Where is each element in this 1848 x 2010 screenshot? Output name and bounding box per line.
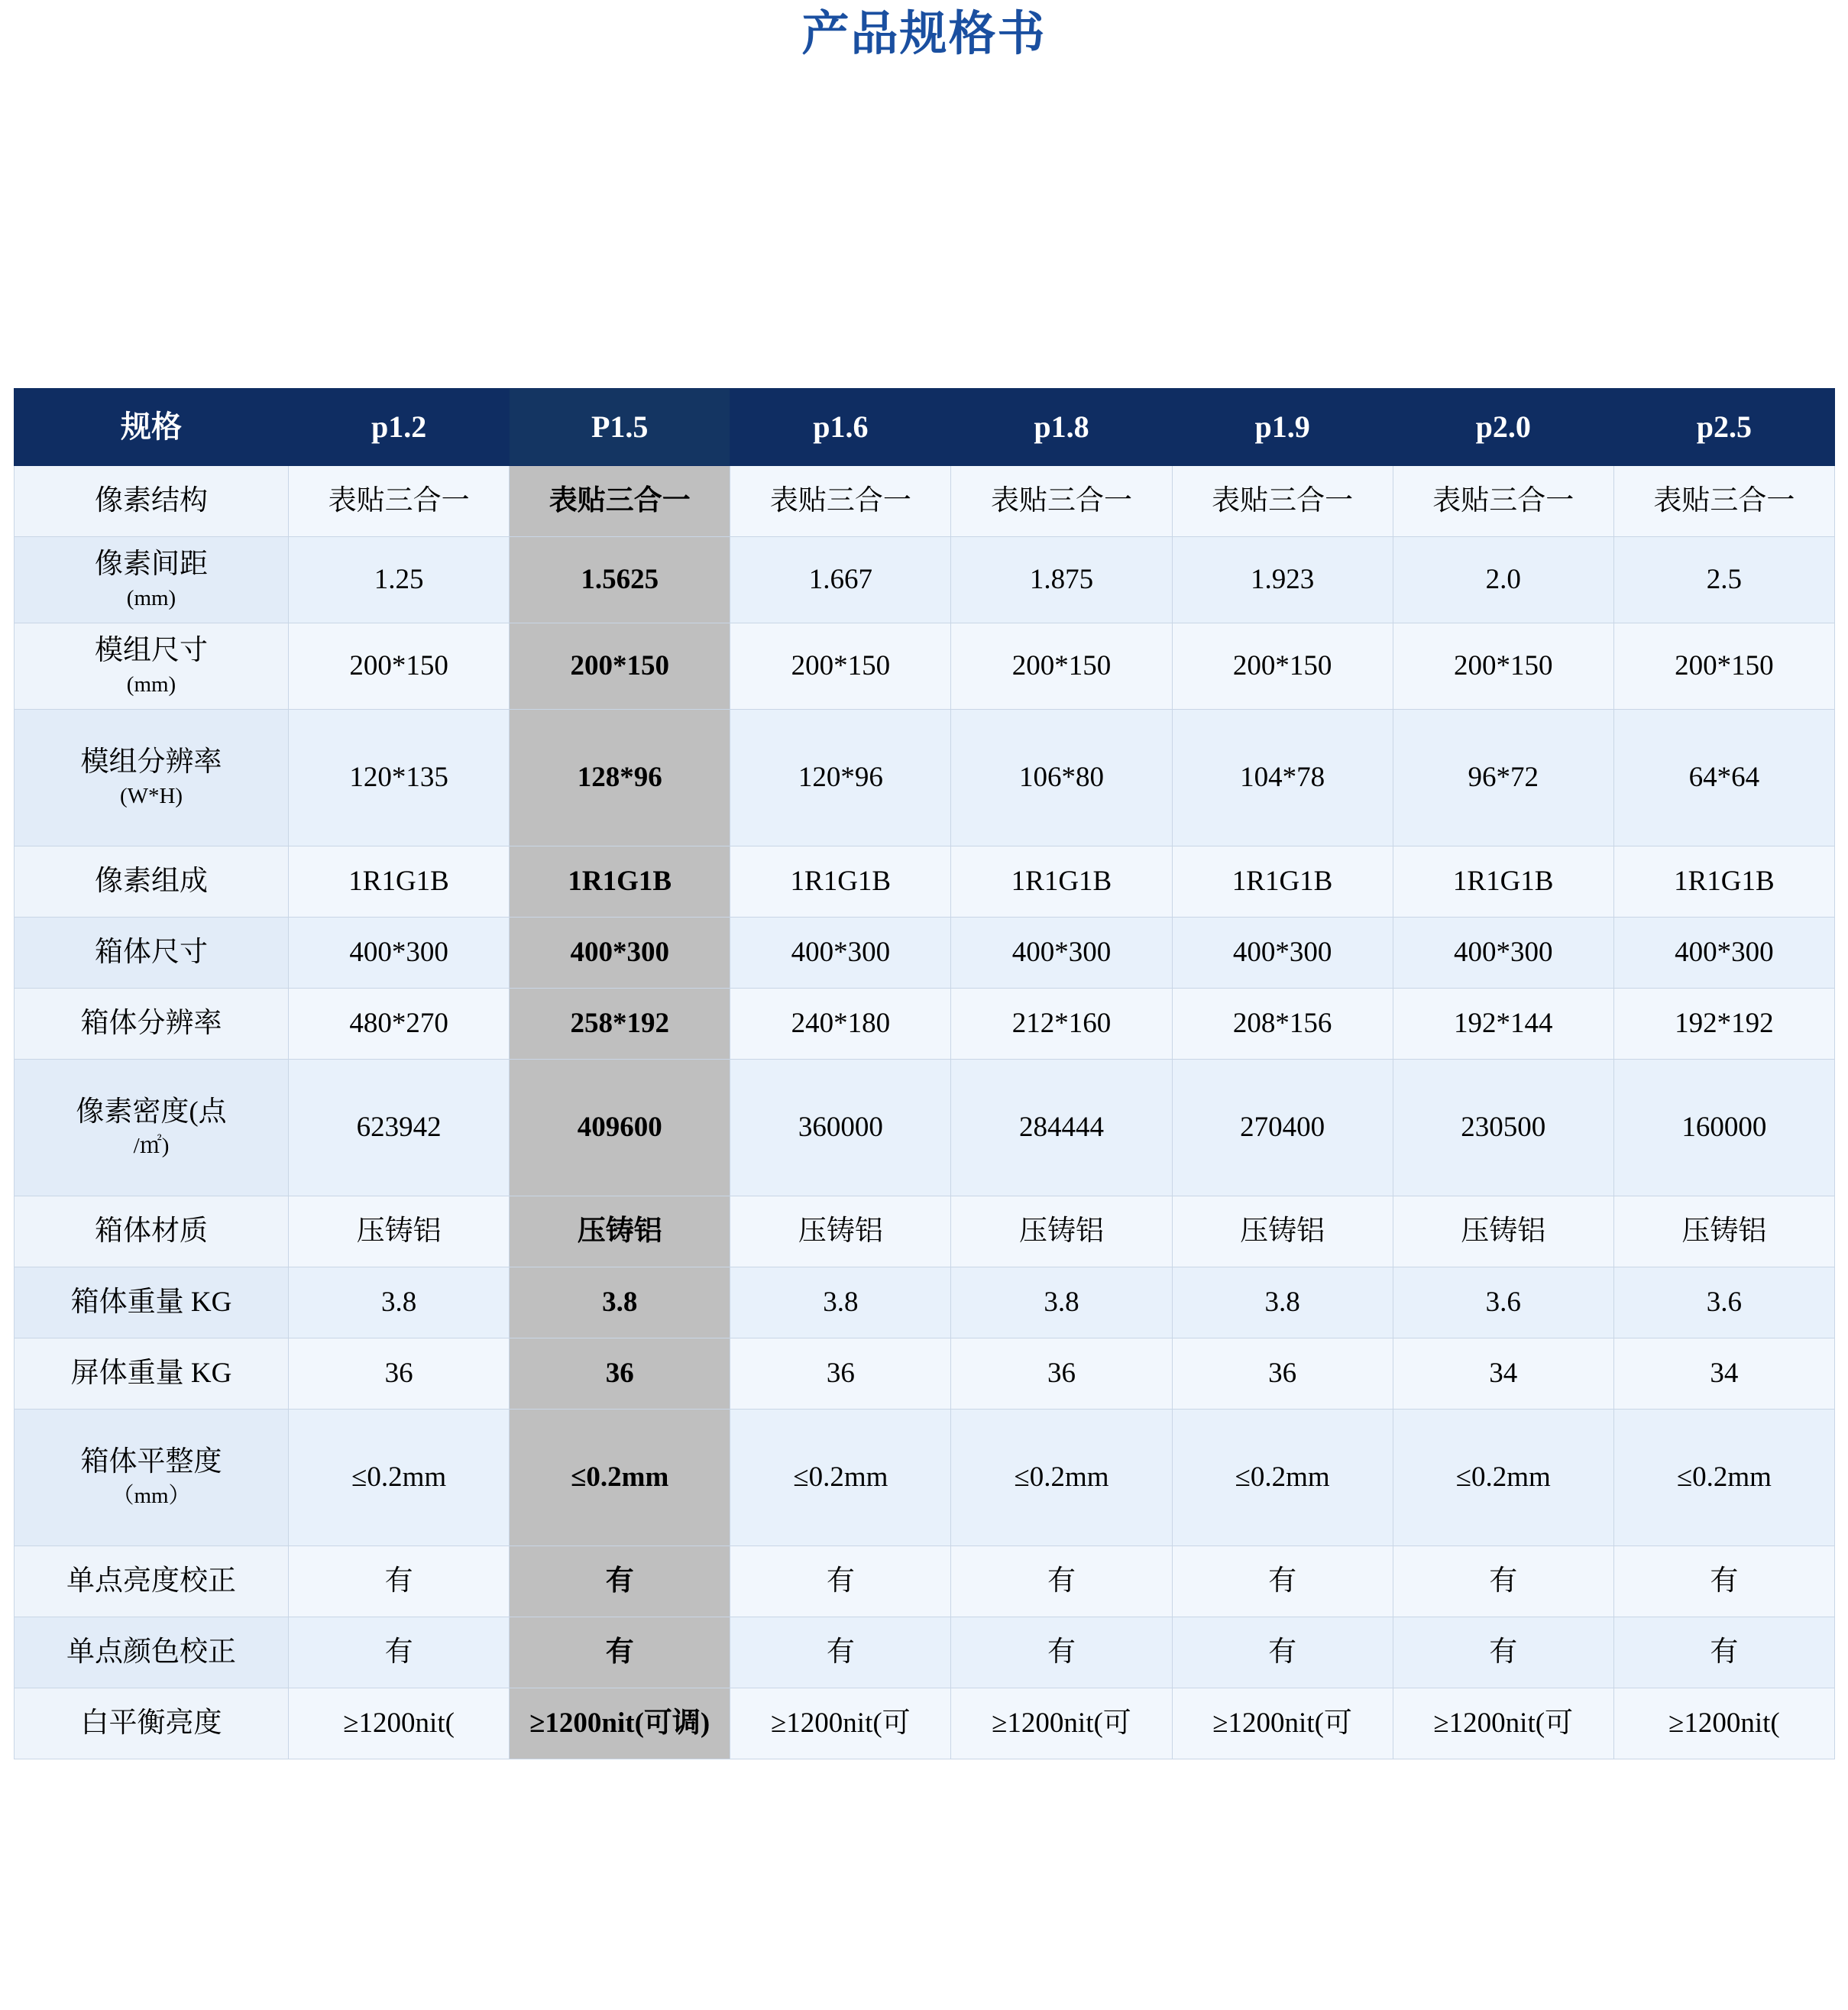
table-cell: 200*150	[289, 623, 510, 710]
row-header	[15, 918, 289, 989]
table-cell: ≥1200nit(	[1613, 1688, 1834, 1759]
table-cell: 200*150	[1172, 623, 1393, 710]
table-cell: 200*150	[510, 623, 730, 710]
table-cell: 1.25	[289, 537, 510, 623]
table-cell: 240*180	[730, 989, 951, 1060]
row-header-label: 白平衡亮度	[80, 1707, 222, 1740]
table-cell: 1R1G1B	[289, 846, 510, 918]
table-cell: 压铸铝	[730, 1196, 951, 1267]
table-cell: ≥1200nit(可	[1393, 1688, 1613, 1759]
table-cell: 400*300	[1172, 918, 1393, 989]
table-cell: 34	[1393, 1338, 1613, 1410]
table-cell: 1.875	[951, 537, 1172, 623]
row-header-label: 屏体重量 KG	[70, 1358, 232, 1390]
table-cell: 480*270	[289, 989, 510, 1060]
table-row	[15, 1688, 1835, 1759]
table-cell: 360000	[730, 1060, 951, 1196]
table-cell: 258*192	[510, 989, 730, 1060]
table-cell: 200*150	[730, 623, 951, 710]
table-cell: ≤0.2mm	[289, 1410, 510, 1546]
table-row	[15, 466, 1835, 537]
table-cell: 200*150	[1393, 623, 1613, 710]
row-header	[15, 1338, 289, 1410]
table-row	[15, 1267, 1835, 1338]
table-cell: 400*300	[1393, 918, 1613, 989]
table-header-row	[15, 389, 1835, 466]
column-header-spec: 规格	[15, 389, 289, 466]
table-cell: ≤0.2mm	[951, 1410, 1172, 1546]
table-cell: 400*300	[730, 918, 951, 989]
row-header	[15, 1410, 289, 1546]
table-cell: 有	[1393, 1546, 1613, 1617]
table-row	[15, 1546, 1835, 1617]
table-cell: 400*300	[951, 918, 1172, 989]
table-cell: 3.8	[951, 1267, 1172, 1338]
table-cell: 有	[730, 1546, 951, 1617]
row-header	[15, 1546, 289, 1617]
row-header-sublabel: （mm）	[112, 1484, 191, 1509]
table-row	[15, 1410, 1835, 1546]
table-row	[15, 1196, 1835, 1267]
column-header-p25: p2.5	[1613, 389, 1834, 466]
table-cell: 有	[1172, 1546, 1393, 1617]
table-cell: 192*144	[1393, 989, 1613, 1060]
row-header	[15, 1267, 289, 1338]
row-header-label: 箱体重量 KG	[70, 1287, 232, 1319]
row-header-label: 像素密度(点	[76, 1096, 227, 1128]
table-cell: 1R1G1B	[730, 846, 951, 918]
table-cell: 36	[289, 1338, 510, 1410]
table-cell: 有	[951, 1617, 1172, 1688]
table-cell: 409600	[510, 1060, 730, 1196]
table-cell: 2.0	[1393, 537, 1613, 623]
table-cell: 有	[730, 1617, 951, 1688]
table-row	[15, 623, 1835, 710]
table-row	[15, 1338, 1835, 1410]
table-cell: 压铸铝	[1393, 1196, 1613, 1267]
table-cell: 有	[289, 1546, 510, 1617]
table-cell: 1R1G1B	[951, 846, 1172, 918]
table-cell: 有	[1172, 1617, 1393, 1688]
table-cell: ≥1200nit(	[289, 1688, 510, 1759]
spec-table-head	[15, 389, 1835, 466]
table-cell: 有	[510, 1546, 730, 1617]
column-header-p15: P1.5	[510, 389, 730, 466]
table-cell: 64*64	[1613, 710, 1834, 846]
table-cell: ≤0.2mm	[1613, 1410, 1834, 1546]
table-row	[15, 1617, 1835, 1688]
table-cell: 200*150	[1613, 623, 1834, 710]
row-header-label: 像素结构	[95, 485, 208, 517]
table-cell: 160000	[1613, 1060, 1834, 1196]
table-cell: 270400	[1172, 1060, 1393, 1196]
row-header	[15, 1688, 289, 1759]
table-cell: 表贴三合一	[951, 466, 1172, 537]
table-cell: 1R1G1B	[1613, 846, 1834, 918]
column-header-p19: p1.9	[1172, 389, 1393, 466]
row-header-label: 模组尺寸	[95, 635, 208, 667]
column-header-p16: p1.6	[730, 389, 951, 466]
table-row	[15, 989, 1835, 1060]
table-cell: 36	[1172, 1338, 1393, 1410]
table-cell: 3.8	[289, 1267, 510, 1338]
row-header-label: 模组分辨率	[80, 746, 222, 778]
row-header	[15, 1617, 289, 1688]
table-cell: 212*160	[951, 989, 1172, 1060]
row-header-label: 箱体平整度	[80, 1446, 222, 1478]
table-cell: 表贴三合一	[289, 466, 510, 537]
table-cell: 400*300	[1613, 918, 1834, 989]
spec-table-wrapper	[14, 388, 1835, 1759]
table-cell: 284444	[951, 1060, 1172, 1196]
table-cell: 压铸铝	[289, 1196, 510, 1267]
table-cell: 表贴三合一	[1613, 466, 1834, 537]
table-cell: 208*156	[1172, 989, 1393, 1060]
table-cell: 表贴三合一	[510, 466, 730, 537]
row-header	[15, 989, 289, 1060]
table-cell: 压铸铝	[951, 1196, 1172, 1267]
table-cell: 120*135	[289, 710, 510, 846]
row-header-sublabel: /㎡)	[133, 1134, 170, 1159]
row-header	[15, 1196, 289, 1267]
table-cell: ≥1200nit(可调)	[510, 1688, 730, 1759]
table-cell: 36	[730, 1338, 951, 1410]
table-cell: ≥1200nit(可	[1172, 1688, 1393, 1759]
table-cell: 压铸铝	[1613, 1196, 1834, 1267]
table-cell: 230500	[1393, 1060, 1613, 1196]
row-header-label: 箱体材质	[95, 1215, 208, 1248]
row-header-label: 单点亮度校正	[66, 1565, 236, 1597]
row-header-label: 箱体尺寸	[95, 937, 208, 969]
table-row	[15, 710, 1835, 846]
row-header	[15, 623, 289, 710]
row-header	[15, 1060, 289, 1196]
table-cell: ≥1200nit(可	[730, 1688, 951, 1759]
table-cell: 96*72	[1393, 710, 1613, 846]
row-header-label: 像素间距	[95, 549, 208, 581]
table-cell: 3.8	[730, 1267, 951, 1338]
table-cell: 1.923	[1172, 537, 1393, 623]
table-cell: 36	[951, 1338, 1172, 1410]
table-cell: 压铸铝	[1172, 1196, 1393, 1267]
table-cell: 有	[1393, 1617, 1613, 1688]
table-row	[15, 1060, 1835, 1196]
spec-table	[14, 388, 1835, 1759]
table-cell: 106*80	[951, 710, 1172, 846]
column-header-p20: p2.0	[1393, 389, 1613, 466]
table-cell: 3.8	[510, 1267, 730, 1338]
table-cell: 120*96	[730, 710, 951, 846]
row-header-label: 像素组成	[95, 866, 208, 898]
table-cell: 128*96	[510, 710, 730, 846]
table-cell: 104*78	[1172, 710, 1393, 846]
table-cell: ≤0.2mm	[510, 1410, 730, 1546]
table-cell: 有	[289, 1617, 510, 1688]
row-header	[15, 537, 289, 623]
table-cell: 623942	[289, 1060, 510, 1196]
row-header-sublabel: (mm)	[126, 586, 176, 611]
table-cell: 1.5625	[510, 537, 730, 623]
row-header	[15, 710, 289, 846]
table-cell: 3.6	[1613, 1267, 1834, 1338]
table-cell: 有	[951, 1546, 1172, 1617]
row-header-sublabel: (W*H)	[119, 784, 183, 809]
table-cell: 有	[1613, 1617, 1834, 1688]
table-cell: 1R1G1B	[510, 846, 730, 918]
table-cell: 表贴三合一	[1393, 466, 1613, 537]
table-cell: 3.6	[1393, 1267, 1613, 1338]
column-header-p12: p1.2	[289, 389, 510, 466]
table-cell: ≤0.2mm	[1172, 1410, 1393, 1546]
table-cell: 1R1G1B	[1393, 846, 1613, 918]
table-cell: 1.667	[730, 537, 951, 623]
table-cell: 3.8	[1172, 1267, 1393, 1338]
row-header	[15, 846, 289, 918]
table-cell: 36	[510, 1338, 730, 1410]
row-header	[15, 466, 289, 537]
row-header-sublabel: (mm)	[126, 672, 176, 698]
table-row	[15, 846, 1835, 918]
table-row	[15, 537, 1835, 623]
table-cell: 34	[1613, 1338, 1834, 1410]
table-cell: 表贴三合一	[730, 466, 951, 537]
table-cell: 表贴三合一	[1172, 466, 1393, 537]
table-cell: ≤0.2mm	[730, 1410, 951, 1546]
page-title: 产品规格书	[801, 8, 1047, 60]
table-cell: 400*300	[289, 918, 510, 989]
table-row	[15, 918, 1835, 989]
table-cell: 192*192	[1613, 989, 1834, 1060]
table-cell: 有	[510, 1617, 730, 1688]
row-header-label: 单点颜色校正	[66, 1636, 236, 1669]
table-cell: 压铸铝	[510, 1196, 730, 1267]
table-cell: 2.5	[1613, 537, 1834, 623]
table-cell: 200*150	[951, 623, 1172, 710]
table-cell: 400*300	[510, 918, 730, 989]
spec-table-body	[15, 466, 1835, 1759]
column-header-p18: p1.8	[951, 389, 1172, 466]
row-header-label: 箱体分辨率	[80, 1008, 222, 1040]
table-cell: ≤0.2mm	[1393, 1410, 1613, 1546]
table-cell: 有	[1613, 1546, 1834, 1617]
table-cell: 1R1G1B	[1172, 846, 1393, 918]
table-cell: ≥1200nit(可	[951, 1688, 1172, 1759]
